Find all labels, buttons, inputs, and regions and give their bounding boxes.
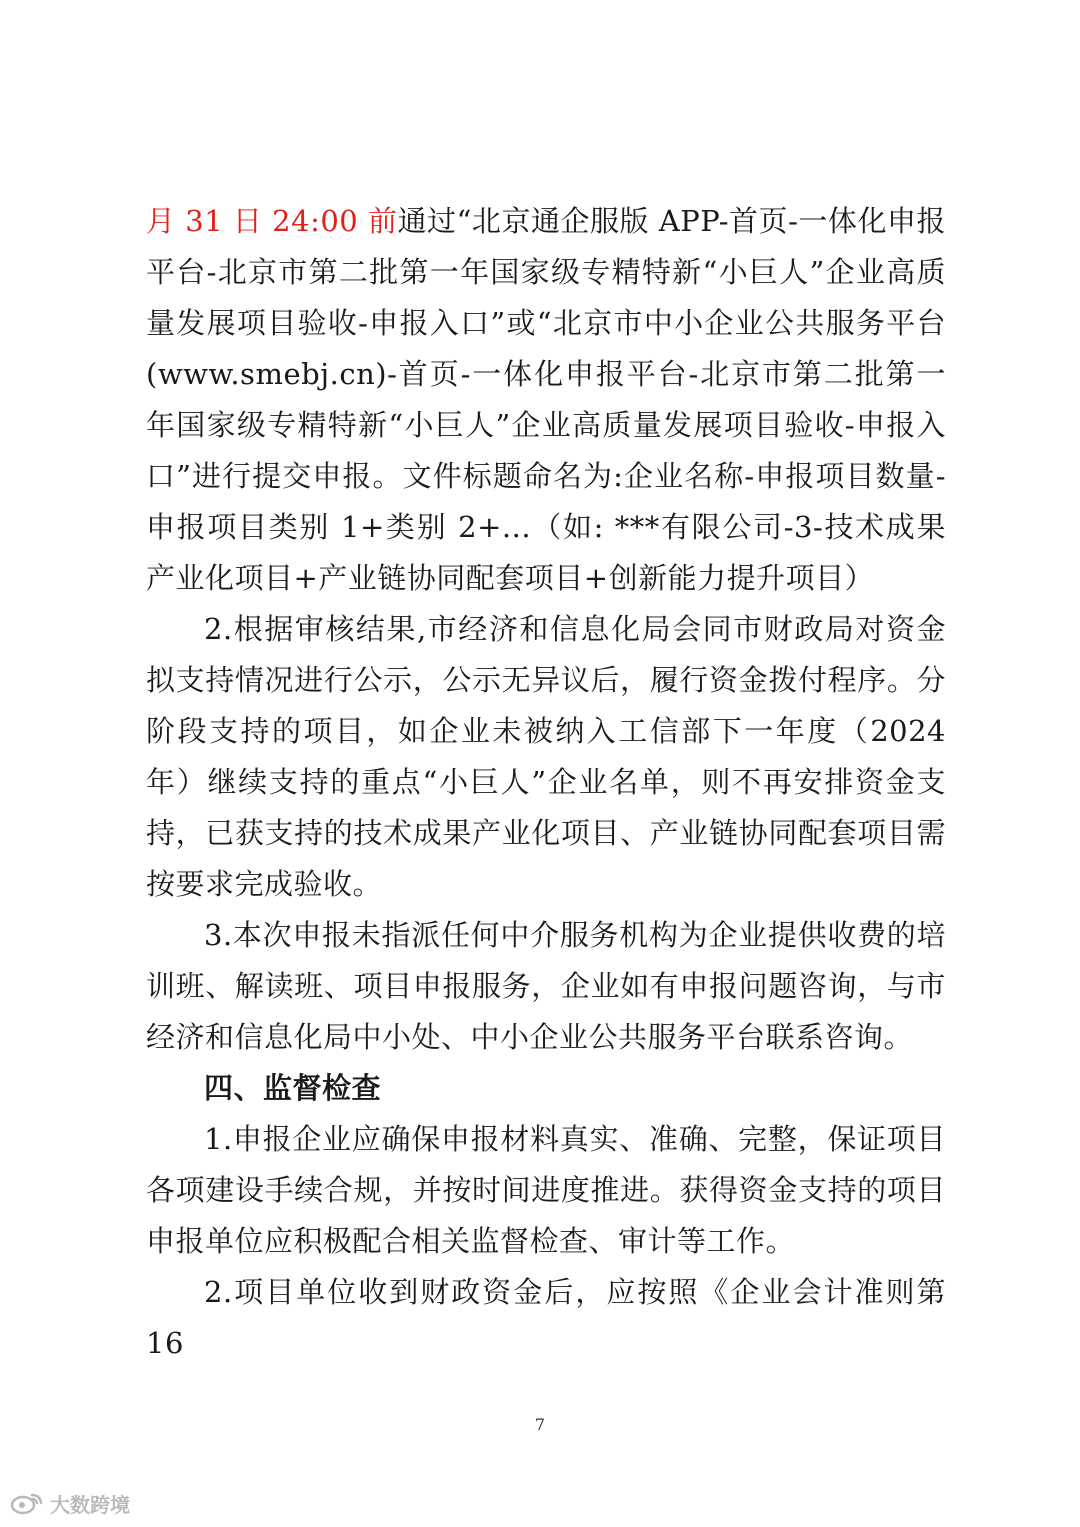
deadline-highlight: 月 31 日 24:00 前	[146, 204, 398, 238]
section-heading-supervision: 四、监督检查	[204, 1071, 382, 1105]
paragraph-authenticity: 1.申报企业应确保申报材料真实、准确、完整，保证项目各项建设手续合规，并按时间进度推进。获得资金支持的项目申报单位应积极配合相关监督检查、审计等工作。	[146, 1122, 946, 1258]
document-body	[146, 196, 946, 1369]
page-number: 7	[534, 1415, 546, 1434]
submission-text: 通过“北京通企服版 APP-首页-一体化申报平台-北京市第二批第一年国家级专精特新“小巨人”企业高质量发展项目验收-申报入口”或“北京市中小企业公共服务平台(www.smebj.cn)-首页-一体化申报平台-北京市第二批第一年国家级专精特新“小巨人”企业高质量发展项目验收-申报入口”进行提交申报。文件标题命名为:企业名称-申报项目数量-申报项目类别 1+类别 2+...（如: ***有限公司-3-技术成果产业化项目+产业链协同配套项目+创新能力提升项目）	[146, 204, 946, 595]
weibo-logo-icon	[10, 1491, 44, 1515]
paragraph-accounting: 2.项目单位收到财政资金后，应按照《企业会计准则第 16	[146, 1275, 946, 1360]
watermark	[10, 1488, 130, 1518]
paragraph-submission	[146, 196, 946, 604]
paragraph-review-result: 2.根据审核结果,市经济和信息化局会同市财政局对资金拟支持情况进行公示，公示无异议后，履行资金拨付程序。分阶段支持的项目，如企业未被纳入工信部下一年度（2024 年）继续支持的重点“小巨人”企业名单，则不再安排资金支持，已获支持的技术成果产业化项目、产业链协同配套项目需按要求完成验收。	[146, 612, 946, 901]
watermark-text: 大数跨境	[50, 1492, 130, 1517]
paragraph-no-agency: 3.本次申报未指派任何中介服务机构为企业提供收费的培训班、解读班、项目申报服务，企业如有申报问题咨询，与市经济和信息化局中小处、中小企业公共服务平台联系咨询。	[146, 918, 946, 1054]
